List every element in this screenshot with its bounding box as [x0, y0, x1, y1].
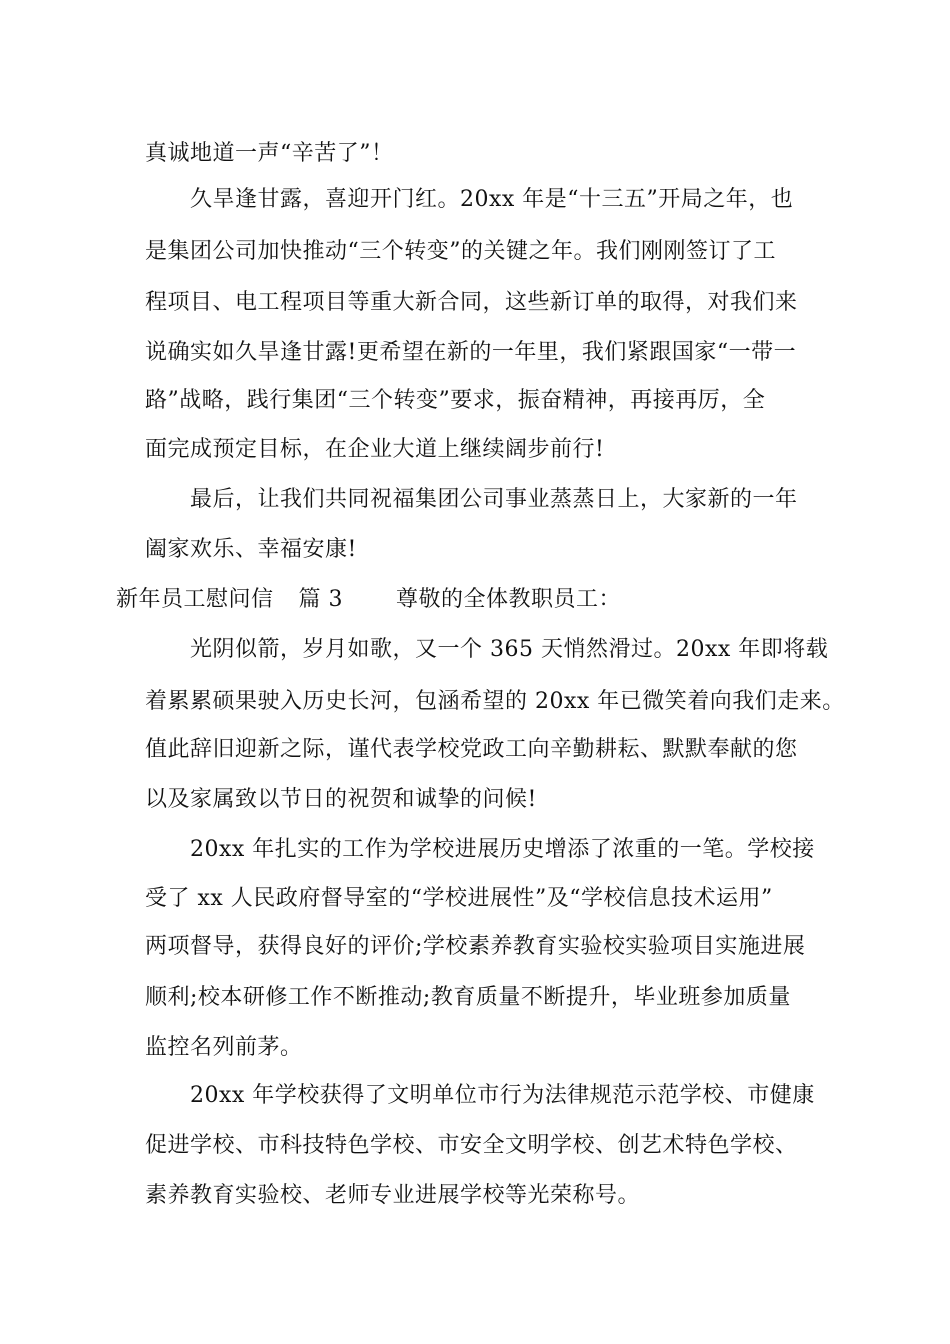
paragraph-first-line: 20xx 年扎实的工作为学校进展历史增添了浓重的一笔。学校接 [190, 837, 815, 862]
text-line: 说确实如久旱逢甘露!更希望在新的一年里，我们紧跟国家“一带一 [145, 340, 797, 365]
paragraph-first-line: 最后，让我们共同祝福集团公司事业蒸蒸日上，大家新的一年 [190, 487, 798, 512]
text-line: 监控名列前茅。 [145, 1035, 303, 1060]
heading-part: 篇 3 [298, 587, 344, 612]
text-line: 着累累硕果驶入历史长河，包涵希望的 20xx 年已微笑着向我们走来。 [145, 689, 845, 714]
text-line: 素养教育实验校、老师专业进展学校等光荣称号。 [145, 1183, 641, 1208]
text-line: 以及家属致以节日的祝贺和诚挚的问候! [145, 787, 537, 812]
text-line: 路”战略，践行集团“三个转变”要求，振奋精神，再接再厉，全 [145, 388, 766, 413]
heading-title: 新年员工慰问信 [116, 587, 274, 612]
paragraph-first-line: 光阴似箭，岁月如歌，又一个 365 天悄然滑过。20xx 年即将载 [190, 637, 829, 662]
text-line: 顺利;校本研修工作不断推动;教育质量不断提升，毕业班参加质量 [145, 985, 791, 1010]
text-line: 程项目、电工程项目等重大新合同，这些新订单的取得，对我们来 [145, 290, 798, 315]
salutation: 尊敬的全体教职员工： [396, 587, 622, 612]
paragraph-first-line: 久旱逢甘露，喜迎开门红。20xx 年是“十三五”开局之年，也 [190, 187, 794, 212]
text-line: 促进学校、市科技特色学校、市安全文明学校、创艺术特色学校、 [145, 1133, 798, 1158]
paragraph-first-line: 20xx 年学校获得了文明单位市行为法律规范示范学校、市健康 [190, 1083, 815, 1108]
text-line: 面完成预定目标，在企业大道上继续阔步前行! [145, 437, 605, 462]
text-line: 值此辞旧迎新之际，谨代表学校党政工向辛勤耕耘、默默奉献的您 [145, 737, 798, 762]
text-line: 真诚地道一声“辛苦了”！ [145, 141, 394, 166]
text-line: 两项督导，获得良好的评价;学校素养教育实验校实验项目实施进展 [145, 934, 806, 959]
text-line: 阖家欢乐、幸福安康! [145, 537, 357, 562]
section-heading [116, 585, 621, 615]
text-line: 受了 xx 人民政府督导室的“学校进展性”及“学校信息技术运用” [145, 886, 773, 911]
text-line: 是集团公司加快推动“三个转变”的关键之年。我们刚刚签订了工 [145, 239, 776, 264]
